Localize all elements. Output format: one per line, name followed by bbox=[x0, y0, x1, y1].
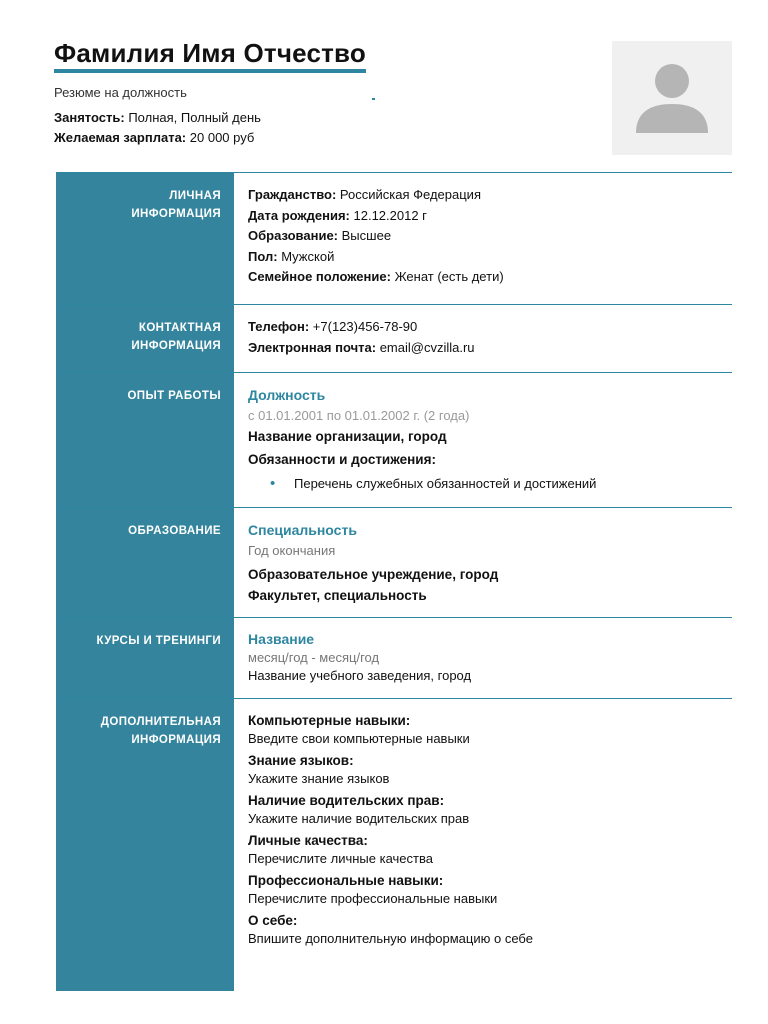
accent-mark bbox=[372, 98, 375, 100]
phone-label: Телефон: bbox=[248, 319, 310, 334]
item-value: Укажите наличие водительских прав bbox=[248, 811, 470, 826]
section-label-contact bbox=[56, 305, 234, 372]
section-label-personal bbox=[56, 173, 234, 304]
education-line bbox=[248, 226, 722, 247]
education-specialty: Специальность bbox=[248, 522, 357, 538]
section-education bbox=[56, 507, 732, 617]
education-year: Год окончания bbox=[248, 542, 336, 558]
education-label: Образование: bbox=[248, 228, 339, 243]
section-contact bbox=[56, 304, 732, 372]
family-line bbox=[248, 267, 722, 288]
resume-subtitle: Резюме на должность bbox=[54, 85, 187, 100]
section-courses bbox=[56, 617, 732, 698]
label-line: ДОПОЛНИТЕЛЬНАЯ bbox=[100, 716, 221, 728]
item-value: Перечислите личные качества bbox=[248, 851, 433, 866]
list-item bbox=[248, 911, 722, 947]
list-item bbox=[248, 831, 722, 867]
list-item: • Перечень служебных обязанностей и достижений bbox=[270, 474, 722, 495]
duties-list bbox=[248, 474, 722, 495]
list-item bbox=[248, 711, 722, 747]
birth-line bbox=[248, 206, 722, 227]
section-label-experience: ОПЫТ РАБОТЫ bbox=[56, 373, 234, 507]
email-line bbox=[248, 338, 722, 359]
gender-value: Мужской bbox=[281, 248, 335, 264]
photo-placeholder bbox=[612, 41, 732, 155]
course-institution: Название учебного заведения, город bbox=[248, 668, 472, 683]
birth-label: Дата рождения: bbox=[248, 207, 350, 223]
section-content-personal bbox=[234, 173, 732, 304]
citizenship-value: Российская Федерация bbox=[339, 187, 481, 202]
employment-info bbox=[54, 108, 594, 148]
duties-title: Обязанности и достижения: bbox=[248, 451, 436, 467]
gender-line bbox=[248, 247, 722, 268]
employment-value: Полная, Полный день bbox=[128, 110, 261, 125]
education-institution: Образовательное учреждение, город bbox=[248, 567, 499, 582]
job-position: Должность bbox=[248, 387, 326, 403]
user-silhouette-icon bbox=[612, 41, 732, 155]
section-content-experience bbox=[234, 373, 732, 507]
phone-value: +7(123)456-78-90 bbox=[312, 319, 418, 334]
label-line: ИНФОРМАЦИЯ bbox=[131, 734, 221, 746]
item-value: Укажите знание языков bbox=[248, 771, 390, 786]
education-faculty: Факультет, специальность bbox=[248, 587, 427, 603]
resume-table bbox=[56, 172, 732, 991]
item-title: Наличие водительских прав: bbox=[248, 793, 445, 808]
resume-header bbox=[54, 38, 594, 148]
citizenship-line bbox=[248, 185, 722, 206]
item-title: Знание языков: bbox=[248, 753, 354, 768]
section-content-contact bbox=[234, 305, 732, 372]
section-additional bbox=[56, 698, 732, 991]
section-content-education bbox=[234, 508, 732, 617]
item-value: Впишите дополнительную информацию о себе bbox=[248, 931, 533, 946]
full-name: Фамилия Имя Отчество bbox=[54, 38, 366, 73]
salary-line bbox=[54, 128, 594, 148]
section-experience bbox=[56, 372, 732, 507]
job-period: с 01.01.2001 по 01.01.2002 г. (2 года) bbox=[248, 407, 470, 423]
list-item bbox=[248, 871, 722, 907]
item-value: Введите свои компьютерные навыки bbox=[248, 731, 470, 746]
employment-line bbox=[54, 108, 594, 128]
course-title: Название bbox=[248, 631, 315, 647]
employment-label: Занятость: bbox=[54, 110, 125, 125]
label-line: КОНТАКТНАЯ bbox=[138, 322, 221, 334]
label-line: ИНФОРМАЦИЯ bbox=[131, 208, 221, 220]
citizenship-label: Гражданство: bbox=[248, 187, 337, 202]
family-label: Семейное положение: bbox=[248, 269, 391, 284]
section-label-additional bbox=[56, 699, 234, 991]
item-title: Личные качества: bbox=[248, 833, 368, 848]
phone-line bbox=[248, 317, 722, 338]
salary-value: 20 000 руб bbox=[189, 130, 255, 145]
item-value: Перечислите профессиональные навыки bbox=[248, 891, 498, 906]
item-title: Профессиональные навыки: bbox=[248, 873, 444, 888]
label-line: ИНФОРМАЦИЯ bbox=[131, 340, 221, 352]
section-label-education: ОБРАЗОВАНИЕ bbox=[56, 508, 234, 617]
email-label: Электронная почта: bbox=[248, 339, 377, 355]
section-label-courses: КУРСЫ И ТРЕНИНГИ bbox=[56, 618, 234, 698]
section-content-additional bbox=[234, 699, 732, 991]
label-line: ЛИЧНАЯ bbox=[169, 190, 221, 202]
birth-value: 12.12.2012 г bbox=[353, 207, 427, 223]
education-value: Высшее bbox=[341, 228, 392, 243]
list-item bbox=[248, 751, 722, 787]
item-title: О себе: bbox=[248, 913, 298, 928]
job-organization: Название организации, город bbox=[248, 429, 447, 444]
salary-label: Желаемая зарплата: bbox=[54, 130, 187, 145]
family-value: Женат (есть дети) bbox=[394, 269, 504, 284]
section-content-courses bbox=[234, 618, 732, 698]
item-title: Компьютерные навыки: bbox=[248, 713, 411, 728]
section-personal bbox=[56, 172, 732, 304]
gender-label: Пол: bbox=[248, 248, 278, 264]
course-period: месяц/год - месяц/год bbox=[248, 649, 380, 665]
list-item bbox=[248, 791, 722, 827]
email-value: email@cvzilla.ru bbox=[379, 339, 475, 355]
